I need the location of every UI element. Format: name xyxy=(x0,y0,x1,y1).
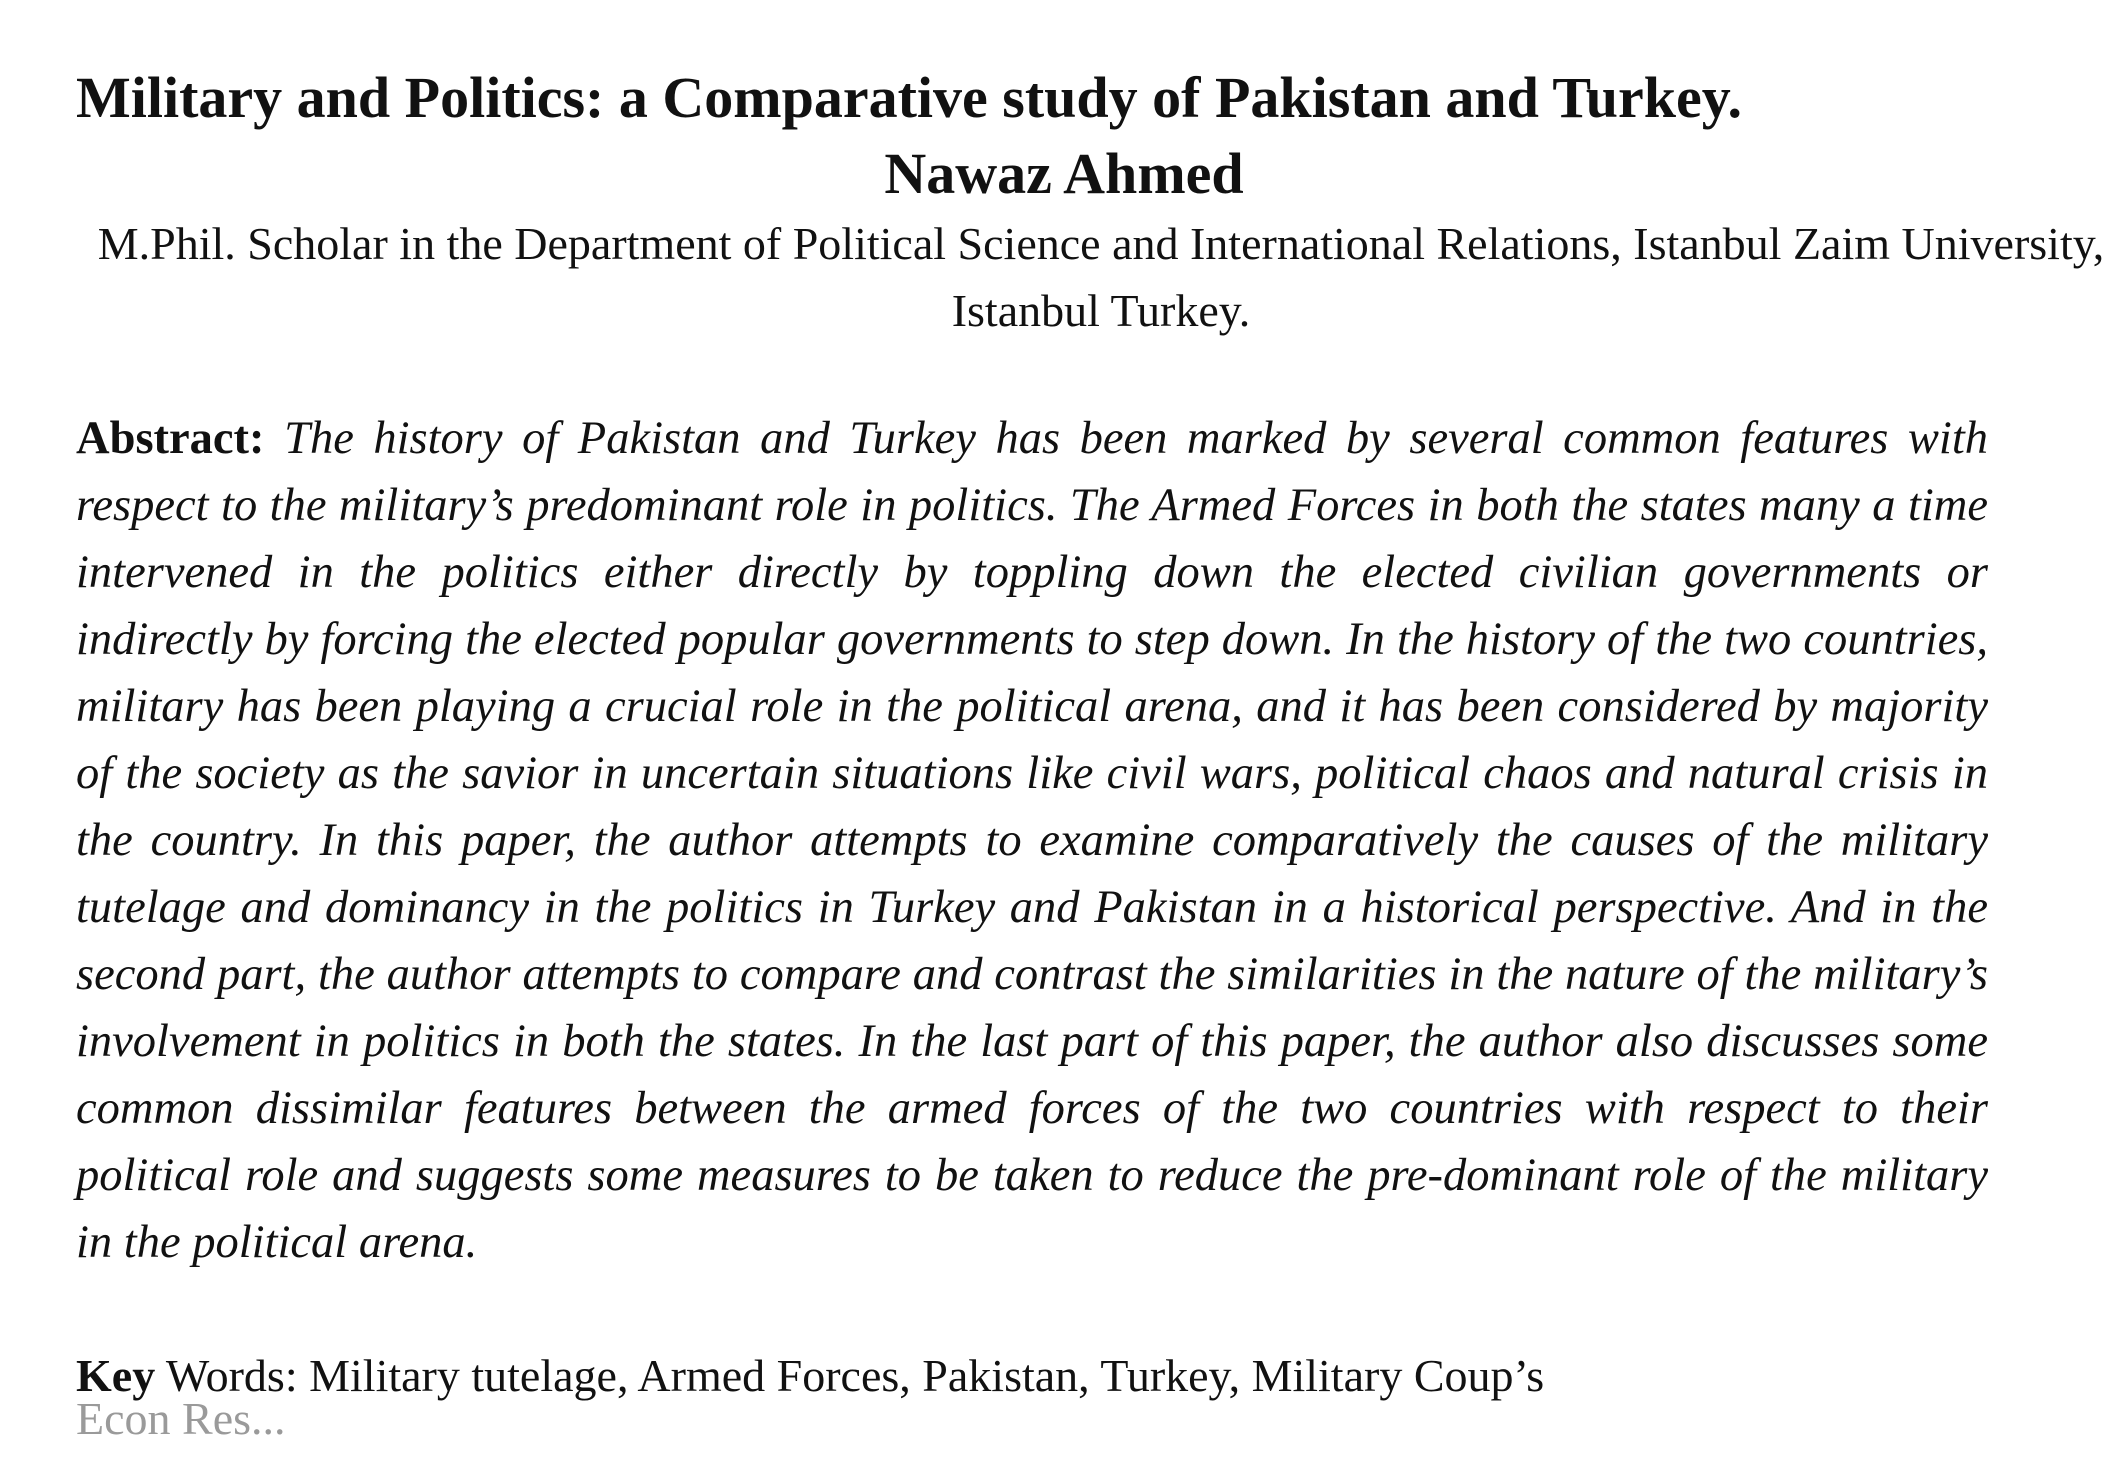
abstract-paragraph xyxy=(76,405,1988,1276)
abstract-label: Abstract: xyxy=(76,413,265,464)
keywords-label: Key xyxy=(76,1350,156,1401)
author-name: Nawaz Ahmed xyxy=(884,141,1244,206)
author-affiliation: M.Phil. Scholar in the Department of Political Science and International Relations, Istanbul Zaim University, Istanbul Turkey. xyxy=(97,218,2105,336)
abstract-block xyxy=(76,405,1986,1355)
keywords-text: Words: Military tutelage, Armed Forces, Pakistan, Turkey, Military Coup’s xyxy=(155,1350,1545,1401)
cut-off-text: Econ Res... xyxy=(76,1393,286,1444)
abstract-text: The history of Pakistan and Turkey has been marked by several common features with respect to the military’s predominant role in politics. The Armed Forces in both the states many a time intervened in the politics either directly by toppling down the elected civilian governments or indirectly by forcing the elected popular governments to step down. In the history of the two countries, military has been playing a crucial role in the political arena, and it has been considered by majority of the society as the savior in uncertain situations like civil wars, political chaos and natural crisis in the country. In this paper, the author attempts to examine comparatively the causes of the military tutelage and dominancy in the politics in Turkey and Pakistan in a historical perspective. And in the second part, the author attempts to compare and contrast the similarities in the nature of the military’s involvement in politics in both the states. In the last part of this paper, the author also discusses some common dissimilar features between the armed forces of the two countries with respect to their political role and suggests some measures to be taken to reduce the pre-dominant role of the military in the political arena. xyxy=(76,413,1988,1268)
affiliation-block xyxy=(76,210,2105,370)
cut-off-text-line xyxy=(76,1393,496,1484)
paper-title: Military and Politics: a Comparative study of Pakistan and Turkey. xyxy=(76,65,1743,130)
